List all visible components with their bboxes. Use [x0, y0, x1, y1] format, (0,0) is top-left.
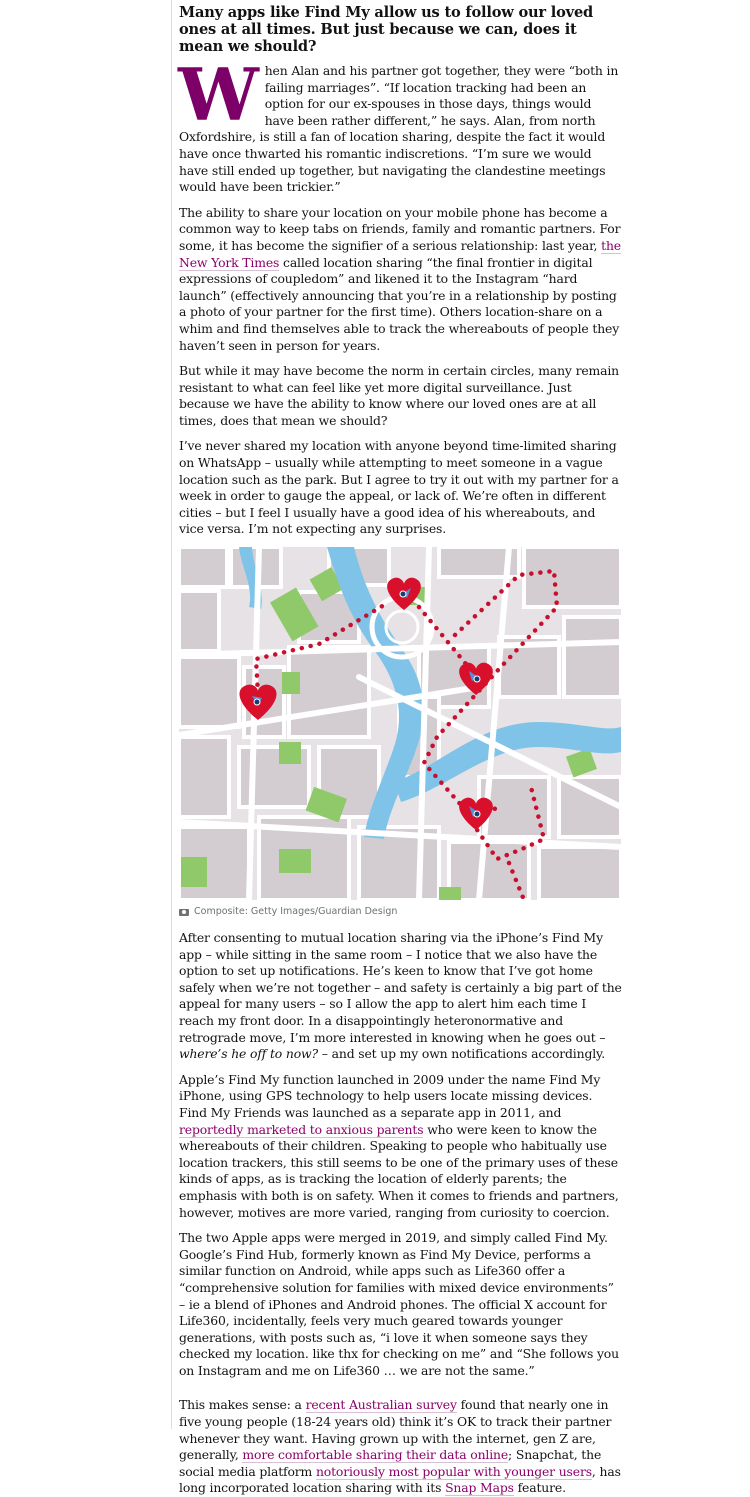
paragraph-3: But while it may have become the norm in certain circles, many remain resistant to what can feel like yet more digital surveillance. Just because we have the ability to know where our loved ones are at all times, does that mean we should? [179, 363, 620, 428]
paragraph-4: I’ve never shared my location with anyone beyond time-limited sharing on WhatsApp – usually while attempting to meet someone in a vague location such as the park. But I agree to try it out with my partner for a week in order to gauge the appeal, or lack of. We’re often in different cities – but I feel I usually have a good idea of his whereabouts, and vice versa. I’m not expecting any surprises. [179, 438, 619, 537]
paragraph-8-text-b: found that nearly one in five young people (18-24 years old) think it’s OK to track their partner whenever they want. Having grown up with the internet, gen Z are, generally, [179, 1397, 612, 1463]
paragraph-8-text-e: feature. [513, 1480, 566, 1496]
paragraph-6-text-b: who were keen to know the whereabouts of their children. Speaking to people who habitually use location trackers, this still seems to be one of the primary uses of these kinds of apps, as is tracking the location of elderly parents; the emphasis with both is on safety. When it comes to friends and partners, however, motives are more varied, ranging from curiosity to coercion. [179, 1121, 619, 1220]
image-caption [179, 905, 623, 919]
article-body [179, 0, 623, 1497]
caption-text: Composite: Getty Images/Guardian Design [194, 906, 398, 918]
paragraph-6-text-a: Apple’s Find My function launched in 2009 under the name Find My iPhone, using GPS technology to help users locate missing devices. Find My Friends was launched as a separate app in 2011, and [179, 1071, 601, 1120]
paragraph-6 [179, 1072, 623, 1221]
paragraph-5-text-a: After consenting to mutual location sharing via the iPhone’s Find My app – while sitting in the same room – I notice that we also have the option to set up notifications. He’s keen to know that I’ve got home safely when we’re not together – and safety is certainly a big part of the appeal for many users – so I allow the app to alert him each time I reach my front door. In a disappointingly heteronormative and retrograde move, I’m more interested in knowing when he goes out – [179, 930, 622, 1045]
paragraph-1-text: hen Alan and his partner got together, they were “both in failing marriages”. “If location tracking had been an option for our ex-spouses in those days, things would have been rather different,” he says. Alan, from north Oxfordshire, is still a fan of location sharing, despite the fact it would have once thwarted his romantic indiscretions. “I’m sure we would have still ended up together, but navigating the clandestine meetings would have been trickier.” [179, 63, 619, 195]
paragraph-8-text-d: , has long incorporated location sharing with its [179, 1463, 621, 1496]
link-sharing-data-online[interactable]: more comfortable sharing their data online [242, 1447, 509, 1463]
paragraph-8-text-c: ; Snapchat, the social media platform [179, 1447, 602, 1479]
standfirst: Many apps like Find My allow us to follow our loved ones at all times. But just because we can, does it mean we should? [179, 4, 594, 55]
paragraph-5-text-b: – and set up my own notifications accordingly. [318, 1046, 606, 1062]
drop-cap: W [178, 52, 259, 137]
paragraph-8 [179, 1397, 623, 1497]
paragraph-2-text-a: The ability to share your location on your mobile phone has become a common way to keep tabs on friends, family and romantic partners. For some, it has become the signifier of a serious relationship: last year, [179, 204, 621, 253]
paragraph-2 [179, 205, 623, 354]
map-illustration [179, 547, 621, 900]
link-marketed-to-parents[interactable]: reportedly marketed to anxious parents [179, 1121, 424, 1137]
paragraph-8-text-a: This makes sense: a [179, 1397, 306, 1413]
link-snap-maps[interactable]: Snap Maps [445, 1480, 514, 1496]
paragraph-2-text-b: called location sharing “the final frontier in digital expressions of coupledom” and likened it to the Instagram “hard launch” (effectively announcing that you’re in a relationship by posting a photo of your partner for the first time). Others location-share on a whim and find themselves able to track the whereabouts of people they haven’t seen in person for years. [179, 254, 620, 353]
paragraph-7: The two Apple apps were merged in 2019, and simply called Find My. Google’s Find Hub, formerly known as Find My Device, performs a similar function on Android, while apps such as Life360 offer a “comprehensive solution for families with mixed device environments” – ie a blend of iPhones and Android phones. The official X account for Life360, incidentally, feels very much geared towards younger generations, with posts such as, “i love it when someone says they checked my location. like thx for checking on me” and “She follows you on Instagram and me on Life360 … we are not the same.” [179, 1230, 619, 1378]
link-popular-younger-users[interactable]: notoriously most popular with younger users [315, 1463, 592, 1479]
paragraph-1 [178, 52, 623, 196]
map-svg [179, 547, 621, 900]
paragraph-5-emphasis: where’s he off to now? [179, 1046, 318, 1062]
paragraph-5 [179, 930, 623, 1063]
article-left-rule [171, 0, 172, 1429]
camera-icon [179, 909, 189, 916]
link-australian-survey[interactable]: recent Australian survey [305, 1397, 457, 1413]
link-new-york-times[interactable]: the New York Times [179, 237, 621, 270]
